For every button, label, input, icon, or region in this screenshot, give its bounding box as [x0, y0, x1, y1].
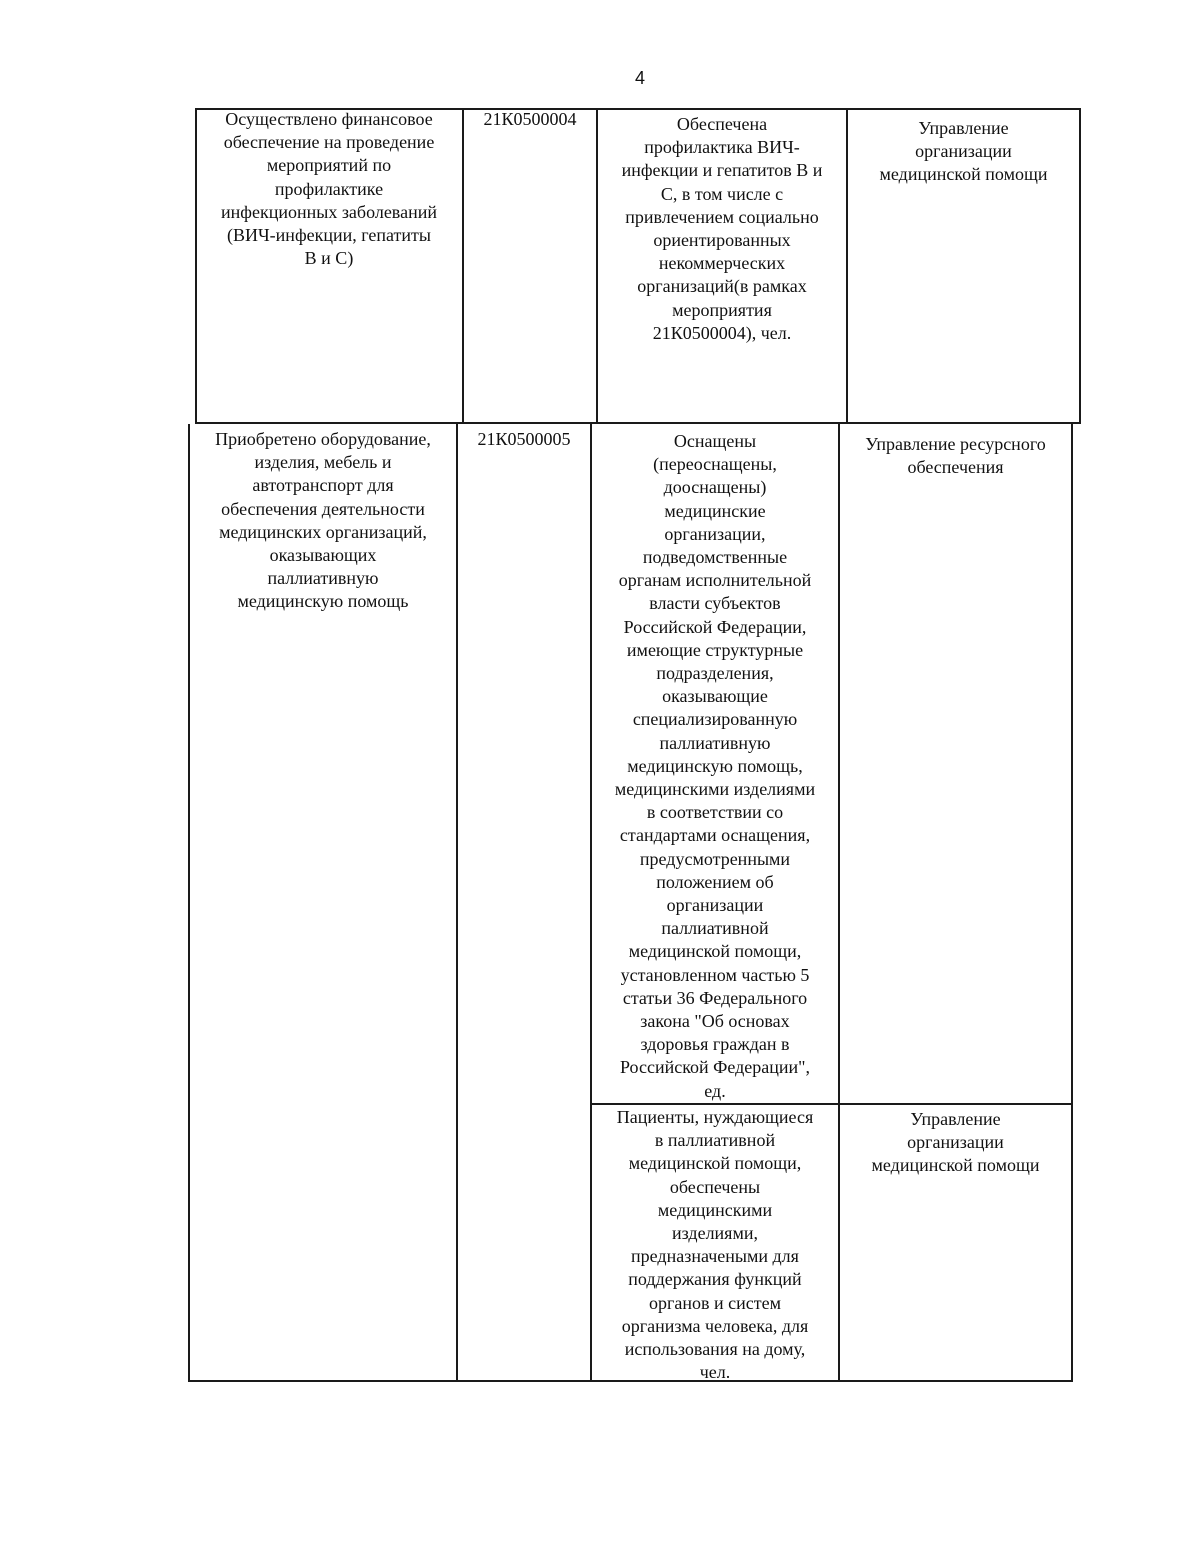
table-border-right-row2 [1071, 424, 1073, 1382]
table-row-1-responsible: Управление организации медицинской помощи [879, 118, 1048, 185]
page-number: 4 [634, 68, 645, 88]
table-row-2-responsible-1: Управление ресурсного обеспечения [865, 434, 1046, 478]
table-row-2-code: 21К0500005 [477, 429, 571, 449]
column-divider-3-row2 [838, 424, 840, 1382]
table-row-1-code: 21К0500004 [483, 109, 577, 129]
table-row-2-indicator-1: Оснащены (переоснащены, дооснащены) медицинские организации, подведомственные органам исполнительной власти субъектов Российской Федерации, имеющие структурные подразделения, оказывающие специализированную паллиативную медицинскую помощь, медицинскими изделиями в соответствии со стандартами оснащения, предусмотренными положением об организации паллиативной медицинской помощи, установленном частью 5 статьи 36 Федерального закона "Об основах здоровья граждан в Российской Федерации", ед. [614, 431, 816, 1101]
table-row-2-indicator-2: Пациенты, нуждающиеся в паллиативной медицинской помощи, обеспечены медицинскими изделиями, предназначеными для поддержания функций органов и систем организма человека, для использования на дому, чел. [616, 1107, 814, 1383]
row-divider-1 [195, 422, 1081, 424]
table-row-2-responsible-2: Управление организации медицинской помощи [871, 1109, 1040, 1176]
table-border-right-row1 [1079, 110, 1081, 424]
column-divider-1-row2 [456, 424, 458, 1382]
table-row-2-result: Приобретено оборудование, изделия, мебель и автотранспорт для обеспечения деятельности медицинских организаций, оказывающих паллиативную медицинскую помощь [215, 429, 431, 612]
table-row-1-indicator: Обеспечена профилактика ВИЧ- инфекции и гепатитов В и С, в том числе с привлечением социально ориентированных некоммерческих организаций(в рамках мероприятия 21К0500004), чел. [621, 114, 823, 343]
column-divider-1-row1 [462, 108, 464, 424]
table-row-1-result: Осуществлено финансовое обеспечение на проведение мероприятий по профилактике инфекционных заболеваний (ВИЧ-инфекции, гепатиты В и С) [221, 109, 437, 269]
